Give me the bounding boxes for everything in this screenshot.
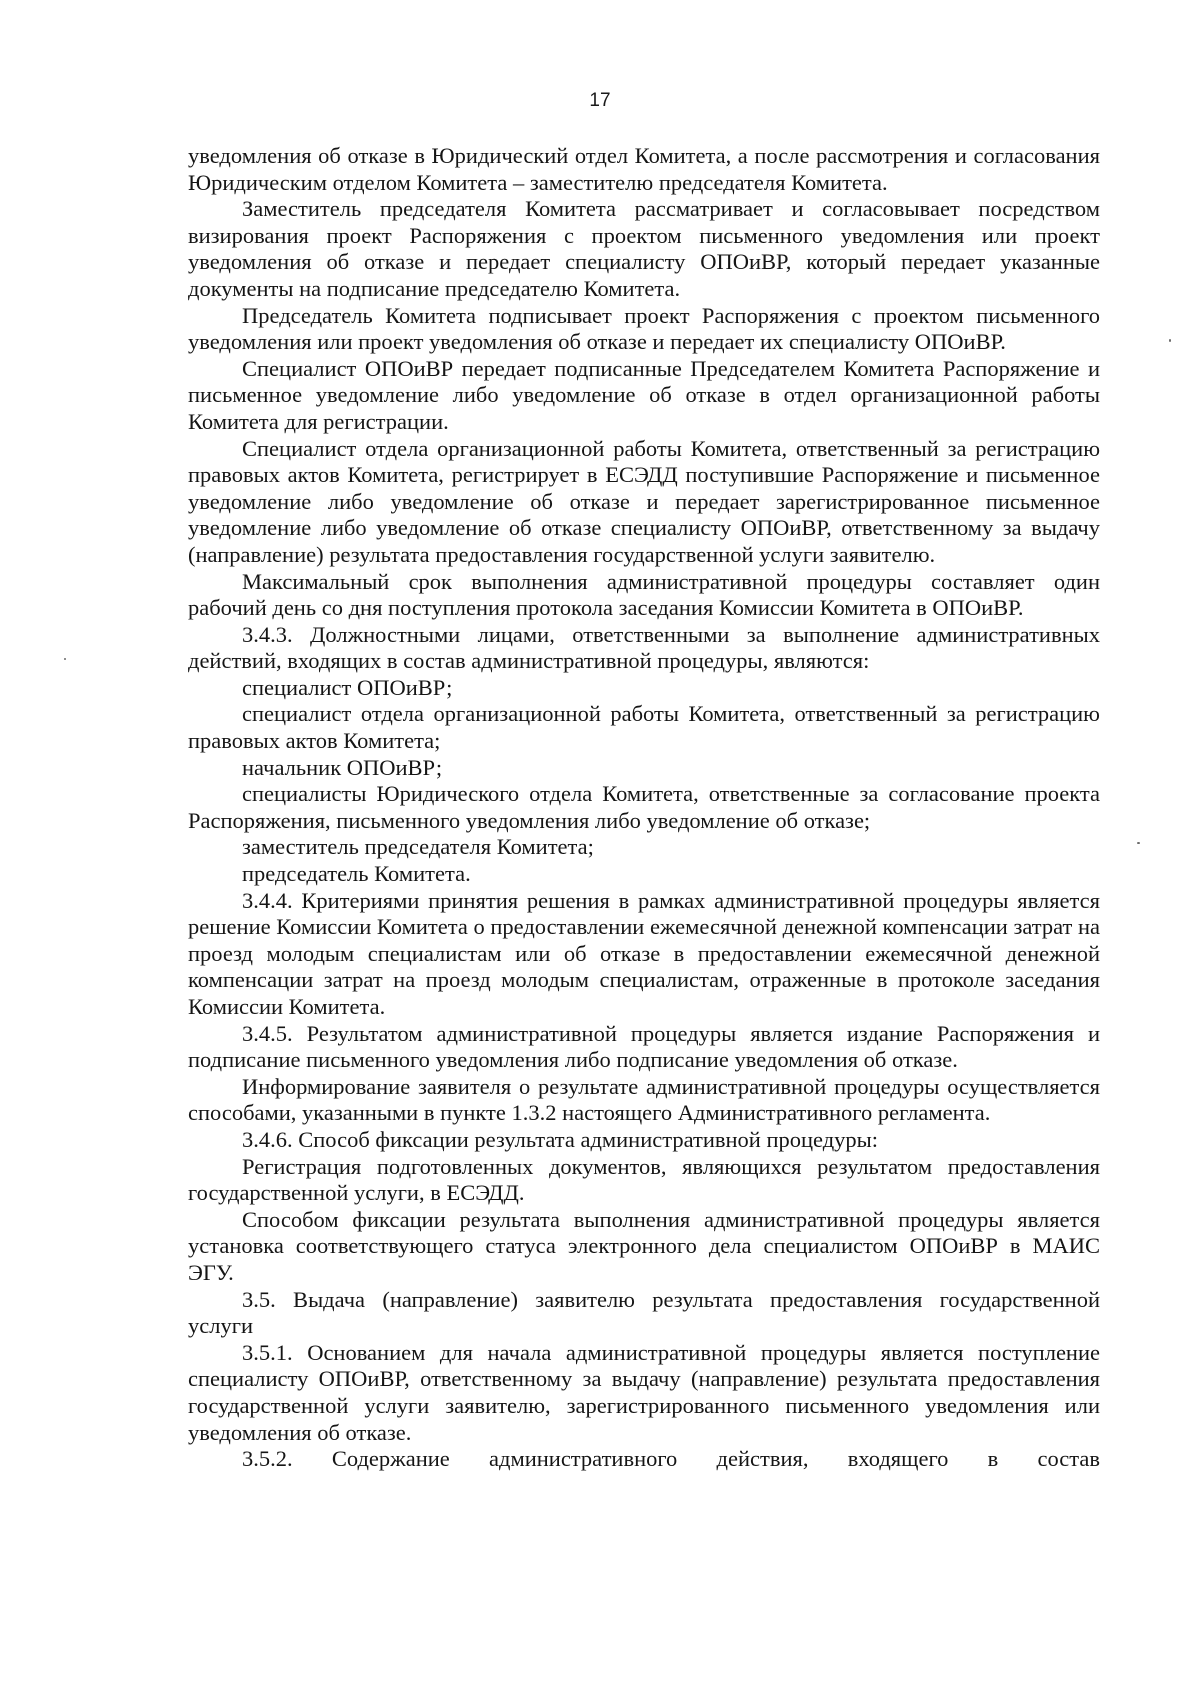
paragraph-3-4-5: 3.4.5. Результатом административной процедуры является издание Распоряжения и подписание письменного уведомления либо подписание уведомления об отказе. [188, 1020, 1100, 1073]
paragraph-registration-docs: Регистрация подготовленных документов, являющихся результатом предоставления государственной услуги, в ЕСЭДД. [188, 1153, 1100, 1206]
paragraph-3-5-1: 3.5.1. Основанием для начала административной процедуры является поступление специалисту ОПОиВР, ответственному за выдачу (направление) результата предоставления государственной услуги заявителю, зарегистрированного письменного уведомления или уведомления об отказе. [188, 1339, 1100, 1445]
scan-speck [64, 658, 66, 660]
list-item-specialist: специалист ОПОиВР; [242, 674, 453, 700]
list-item-chairman: председатель Комитета. [242, 861, 471, 887]
list-item-head: начальник ОПОиВР; [242, 754, 443, 780]
paragraph-3-5-2: 3.5.2. Содержание административного действия, входящего в состав [242, 1446, 1100, 1472]
paragraph-3-4-6: 3.4.6. Способ фиксации результата административной процедуры: [242, 1126, 879, 1152]
list-item-deputy-chairman: заместитель председателя Комитета; [242, 834, 594, 860]
document-body [188, 143, 1100, 1473]
page-number: 17 [589, 90, 611, 111]
scan-speck [1169, 339, 1171, 342]
paragraph-3-4-4: 3.4.4. Критериями принятия решения в рамках административной процедуры является решение Комиссии Комитета о предоставлении ежемесячной денежной компенсации затрат на проезд молодым специалистам или об отказе в предоставлении ежемесячной денежной компенсации затрат на проезд молодым специалистам, отраженные в протоколе заседания Комиссии Комитета. [188, 887, 1100, 1019]
paragraph-3-5: 3.5. Выдача (направление) заявителю результата предоставления государственной услуги [188, 1286, 1100, 1339]
paragraph-max-term: Максимальный срок выполнения административной процедуры составляет один рабочий день со дня поступления протокола заседания Комиссии Комитета в ОПОиВР. [188, 568, 1100, 621]
paragraph-3-4-3: 3.4.3. Должностными лицами, ответственными за выполнение административных действий, входящих в состав административной процедуры, являются: [188, 621, 1100, 674]
paragraph-registration: Специалист отдела организационной работы Комитета, ответственный за регистрацию правовых актов Комитета, регистрирует в ЕСЭДД поступившие Распоряжение и письменное уведомление либо уведомление об отказе и передает зарегистрированное письменное уведомление либо уведомление об отказе специалисту ОПОиВР, ответственному за выдачу (направление) результата предоставления государственной услуги заявителю. [188, 435, 1100, 567]
list-item-registration-specialist: специалист отдела организационной работы Комитета, ответственный за регистрацию правовых актов Комитета; [188, 701, 1100, 754]
scan-speck [1137, 842, 1140, 844]
paragraph-continuation: уведомления об отказе в Юридический отдел Комитета, а после рассмотрения и согласования Юридическим отделом Комитета – заместителю председателя Комитета. [188, 143, 1100, 195]
paragraph-informing: Информирование заявителя о результате административной процедуры осуществляется способами, указанными в пункте 1.3.2 настоящего Административного регламента. [188, 1073, 1100, 1126]
paragraph-deputy-chairman-review: Заместитель председателя Комитета рассматривает и согласовывает посредством визирования проект Распоряжения с проектом письменного уведомления или проект уведомления об отказе и передает специалисту ОПОиВР, который передает указанные документы на подписание председателю Комитета. [188, 196, 1100, 301]
paragraph-chairman-signs: Председатель Комитета подписывает проект Распоряжения с проектом письменного уведомления или проект уведомления об отказе и передает их специалисту ОПОиВР. [188, 302, 1100, 355]
paragraph-fixation-method: Способом фиксации результата выполнения административной процедуры является установка соответствующего статуса электронного дела специалистом ОПОиВР в МАИС ЭГУ. [188, 1206, 1100, 1285]
list-item-legal-specialists: специалисты Юридического отдела Комитета, ответственные за согласование проекта Распоряжения, письменного уведомления либо уведомление об отказе; [188, 781, 1100, 833]
paragraph-transfer-for-registration: Специалист ОПОиВР передает подписанные Председателем Комитета Распоряжение и письменное уведомление либо уведомление об отказе в отдел организационной работы Комитета для регистрации. [188, 355, 1100, 434]
